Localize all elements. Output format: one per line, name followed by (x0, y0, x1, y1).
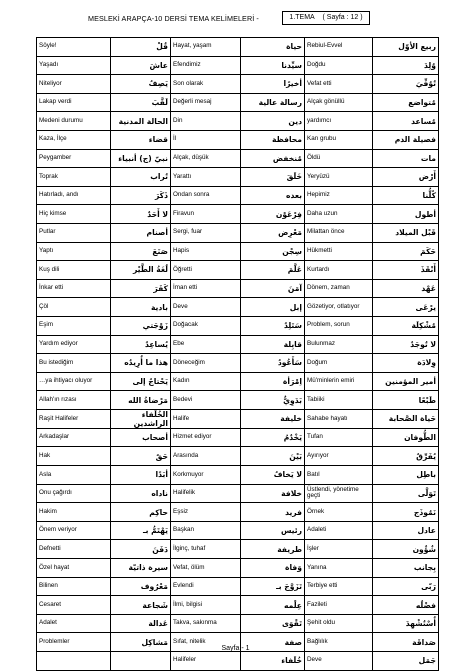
arabic-word-cell: طَبْعًا (373, 391, 439, 410)
turkish-meaning-cell: Ebe (171, 335, 241, 354)
arabic-word-cell: لَقَّبَ (111, 93, 171, 112)
turkish-meaning-cell: Medeni durumu (37, 112, 111, 131)
arabic-word-cell: نَمُوذَج (373, 503, 439, 522)
arabic-word-cell: سِجْن (241, 242, 305, 261)
arabic-word-cell: عَلَّمَ (241, 261, 305, 280)
turkish-meaning-cell: Adalet (37, 614, 111, 633)
turkish-meaning-cell: Lakap verdi (37, 93, 111, 112)
turkish-meaning-cell: Kurtardı (305, 261, 373, 280)
arabic-word-cell: سيِّدنا (241, 56, 305, 75)
arabic-word-cell: نبيّ (ج) أنبياء (111, 149, 171, 168)
arabic-word-cell: عَهْد (373, 279, 439, 298)
arabic-word-cell: حَياة الصَّحابة (373, 409, 439, 428)
arabic-word-cell: تَقْوَى (241, 614, 305, 633)
table-row (37, 409, 439, 428)
turkish-meaning-cell: Toprak (37, 168, 111, 187)
arabic-word-cell: فصيلة الدم (373, 130, 439, 149)
turkish-meaning-cell: Hatırladı, andı (37, 186, 111, 205)
turkish-meaning-cell: Kadın (171, 372, 241, 391)
turkish-meaning-cell: İman etti (171, 279, 241, 298)
arabic-word-cell: الطُّوفان (373, 428, 439, 447)
arabic-word-cell: تَوَلَّى (373, 484, 439, 503)
turkish-meaning-cell: Vefat, ölüm (171, 559, 241, 578)
arabic-word-cell: وُلِدَ (373, 56, 439, 75)
arabic-word-cell: رَبّى (373, 577, 439, 596)
arabic-word-cell: وِلادَة (373, 354, 439, 373)
arabic-word-cell: رئيس (241, 521, 305, 540)
turkish-meaning-cell: yardımcı (305, 112, 373, 131)
turkish-meaning-cell: Deve (171, 298, 241, 317)
arabic-word-cell: وَفاة (241, 559, 305, 578)
turkish-meaning-cell: Öldü (305, 149, 373, 168)
turkish-meaning-cell: Yardım ediyor (37, 335, 111, 354)
turkish-meaning-cell: Bu istediğim (37, 354, 111, 373)
arabic-word-cell: دَفَنَ (111, 540, 171, 559)
arabic-word-cell: يُساعِدُ (111, 335, 171, 354)
theme-label: 1.TEMA (289, 14, 315, 21)
table-row (37, 93, 439, 112)
turkish-meaning-cell: Cesaret (37, 596, 111, 615)
arabic-word-cell: خُلَفاء (241, 652, 305, 671)
turkish-meaning-cell: İl (171, 130, 241, 149)
arabic-word-cell: لُغَةُ الطَّيْر (111, 261, 171, 280)
arabic-word-cell: الخُلَفاء الراشدين (111, 409, 171, 428)
arabic-word-cell: يُفَرِّقُ (373, 447, 439, 466)
turkish-meaning-cell: Ondan sonra (171, 186, 241, 205)
turkish-meaning-cell: Arasında (171, 447, 241, 466)
arabic-word-cell: طريفة (241, 540, 305, 559)
turkish-meaning-cell: Başkan (171, 521, 241, 540)
turkish-meaning-cell: Öğretti (171, 261, 241, 280)
arabic-word-cell: قُلْ (111, 38, 171, 57)
arabic-word-cell: رسالة عالية (241, 93, 305, 112)
turkish-meaning-cell: Halife (171, 409, 241, 428)
arabic-word-cell: سيرة ذاتيّة (111, 559, 171, 578)
turkish-meaning-cell: Hepimiz (305, 186, 373, 205)
arabic-word-cell: شَجاعة (111, 596, 171, 615)
arabic-word-cell: مات (373, 149, 439, 168)
turkish-meaning-cell: Din (171, 112, 241, 131)
turkish-meaning-cell: Yaşadı (37, 56, 111, 75)
arabic-word-cell: ذَكَرَ (111, 186, 171, 205)
turkish-meaning-cell: Tabiiki (305, 391, 373, 410)
turkish-meaning-cell: Allah'ın rızası (37, 391, 111, 410)
turkish-meaning-cell: Raşit Halifeler (37, 409, 111, 428)
turkish-meaning-cell: Hiç kimse (37, 205, 111, 224)
arabic-word-cell: فِرْعَوْن (241, 205, 305, 224)
turkish-meaning-cell: Defnetti (37, 540, 111, 559)
turkish-meaning-cell: Hak (37, 447, 111, 466)
arabic-word-cell: خليفة (241, 409, 305, 428)
turkish-meaning-cell: Arkadaşlar (37, 428, 111, 447)
table-row (37, 298, 439, 317)
turkish-meaning-cell: Alçak gönüllü (305, 93, 373, 112)
turkish-meaning-cell: Doğdu (305, 56, 373, 75)
turkish-meaning-cell: Yeryüzü (305, 168, 373, 187)
theme-badge (282, 11, 370, 25)
turkish-meaning-cell: Eşim (37, 316, 111, 335)
arabic-word-cell: لا تُوجَدُ (373, 335, 439, 354)
turkish-meaning-cell: Hayat, yaşam (171, 38, 241, 57)
turkish-meaning-cell: Sergi, fuar (171, 223, 241, 242)
table-row (37, 559, 439, 578)
arabic-word-cell: باطِل (373, 466, 439, 485)
arabic-word-cell: ناداه (111, 484, 171, 503)
table-row (37, 484, 439, 503)
arabic-word-cell: دين (241, 112, 305, 131)
table-row (37, 372, 439, 391)
arabic-word-cell: قضاء (111, 130, 171, 149)
arabic-word-cell: بِجانب (373, 559, 439, 578)
turkish-meaning-cell: Ayırıyor (305, 447, 373, 466)
turkish-meaning-cell: Hükmetti (305, 242, 373, 261)
turkish-meaning-cell: Deve (305, 652, 373, 671)
table-row (37, 540, 439, 559)
turkish-meaning-cell: Putlar (37, 223, 111, 242)
arabic-word-cell: صَنَعَ (111, 242, 171, 261)
turkish-meaning-cell: Problem, sorun (305, 316, 373, 335)
table-row (37, 168, 439, 187)
turkish-meaning-cell: Alçak, düşük (171, 149, 241, 168)
arabic-word-cell: بعده (241, 186, 305, 205)
turkish-meaning-cell: Değerli mesaj (171, 93, 241, 112)
arabic-word-cell: آمَنَ (241, 279, 305, 298)
arabic-word-cell: كَفَرَ (111, 279, 171, 298)
table-row (37, 38, 439, 57)
arabic-word-cell: لا يَخافُ (241, 466, 305, 485)
arabic-word-cell: يَصِفُ (111, 75, 171, 94)
arabic-word-cell: مُشْكِلَة (373, 316, 439, 335)
table-row (37, 466, 439, 485)
arabic-word-cell: جَمَل (373, 652, 439, 671)
table-row (37, 112, 439, 131)
document-title: MESLEKİ ARAPÇA-10 DERSİ TEMA KELİMELERİ - (88, 14, 259, 23)
turkish-meaning-cell: İnkar etti (37, 279, 111, 298)
turkish-meaning-cell: Yaptı (37, 242, 111, 261)
table-row (37, 56, 439, 75)
turkish-meaning-cell: Takva, sakınma (171, 614, 241, 633)
arabic-word-cell: عادل (373, 521, 439, 540)
turkish-meaning-cell: Sıfat, nitelik (171, 633, 241, 652)
arabic-word-cell: محافظة (241, 130, 305, 149)
arabic-word-cell: أَرْض (373, 168, 439, 187)
table-row (37, 614, 439, 633)
turkish-meaning-cell: Halifeler (171, 652, 241, 671)
arabic-word-cell (111, 652, 171, 671)
table-row (37, 149, 439, 168)
turkish-meaning-cell: Vefat etti (305, 75, 373, 94)
table-row (37, 521, 439, 540)
arabic-word-cell: أمير المؤمنين (373, 372, 439, 391)
table-row (37, 261, 439, 280)
turkish-meaning-cell: Rebiul-Evvel (305, 38, 373, 57)
arabic-word-cell: يَخْدُمُ (241, 428, 305, 447)
table-row (37, 186, 439, 205)
arabic-word-cell: بَدَوِيٌّ (241, 391, 305, 410)
turkish-meaning-cell: Korkmuyor (171, 466, 241, 485)
table-row (37, 652, 439, 671)
table-row (37, 279, 439, 298)
arabic-word-cell: أبَدًا (111, 466, 171, 485)
turkish-meaning-cell: Doğum (305, 354, 373, 373)
arabic-word-cell: صفة (241, 633, 305, 652)
arabic-word-cell: مَعْرِض (241, 223, 305, 242)
arabic-word-cell: فضْلُه (373, 596, 439, 615)
arabic-word-cell: مُتواضع (373, 93, 439, 112)
turkish-meaning-cell: Önem veriyor (37, 521, 111, 540)
turkish-meaning-cell: Son olarak (171, 75, 241, 94)
turkish-meaning-cell: Yanına (305, 559, 373, 578)
turkish-meaning-cell: Şehit oldu (305, 614, 373, 633)
turkish-meaning-cell: Firavun (171, 205, 241, 224)
turkish-meaning-cell: Bulunmaz (305, 335, 373, 354)
arabic-word-cell: صَداقَة (373, 633, 439, 652)
page-footer: Sayfa - 1 (221, 645, 250, 652)
arabic-word-cell: أصحاب (111, 428, 171, 447)
turkish-meaning-cell: Kan grubu (305, 130, 373, 149)
turkish-meaning-cell: Hapis (171, 242, 241, 261)
arabic-word-cell: مَعْرُوف (111, 577, 171, 596)
arabic-word-cell: عِلْمه (241, 596, 305, 615)
arabic-word-cell: قابِلة (241, 335, 305, 354)
turkish-meaning-cell: Evlendi (171, 577, 241, 596)
table-row (37, 75, 439, 94)
turkish-meaning-cell: Adaleti (305, 521, 373, 540)
arabic-word-cell: أُسْتُشْهِدَ (373, 614, 439, 633)
arabic-word-cell: عاشَ (111, 56, 171, 75)
turkish-meaning-cell: Üstlendi, yönetime geçti (305, 484, 373, 503)
turkish-meaning-cell: Söyle! (37, 38, 111, 57)
arabic-word-cell: يَحْتاجُ إلى (111, 372, 171, 391)
arabic-word-cell: تُوُفِّيَ (373, 75, 439, 94)
arabic-word-cell: عَدالة (111, 614, 171, 633)
turkish-meaning-cell: İşler (305, 540, 373, 559)
table-row (37, 428, 439, 447)
arabic-word-cell: مُنخفض (241, 149, 305, 168)
arabic-word-cell: الحالة المدنية (111, 112, 171, 131)
turkish-meaning-cell: Niteliyor (37, 75, 111, 94)
arabic-word-cell: كُلُّنا (373, 186, 439, 205)
arabic-word-cell: بَيْنَ (241, 447, 305, 466)
turkish-meaning-cell: Bağlılık (305, 633, 373, 652)
arabic-word-cell: فريد (241, 503, 305, 522)
turkish-meaning-cell: Eşsiz (171, 503, 241, 522)
arabic-word-cell: خَلَقَ (241, 168, 305, 187)
turkish-meaning-cell: …ya ihtiyacı oluyor (37, 372, 111, 391)
vocabulary-table (36, 37, 439, 671)
arabic-word-cell: تَزَوَّجَ بـ (241, 577, 305, 596)
table-row (37, 503, 439, 522)
turkish-meaning-cell: Kuş dili (37, 261, 111, 280)
table-row (37, 596, 439, 615)
turkish-meaning-cell: Çöl (37, 298, 111, 317)
table-row (37, 354, 439, 373)
turkish-meaning-cell: Peygamber (37, 149, 111, 168)
arabic-word-cell: أخيرًا (241, 75, 305, 94)
arabic-word-cell: حَقٌ (111, 447, 171, 466)
arabic-word-cell: حياة (241, 38, 305, 57)
arabic-word-cell: مَشاكِل (111, 633, 171, 652)
turkish-meaning-cell: Tufan (305, 428, 373, 447)
arabic-word-cell: أصنام (111, 223, 171, 242)
arabic-word-cell: بادية (111, 298, 171, 317)
arabic-word-cell: أطول (373, 205, 439, 224)
turkish-meaning-cell: Terbiye etti (305, 577, 373, 596)
arabic-word-cell: زَوْجَتي (111, 316, 171, 335)
arabic-word-cell: يَهْتَمُّ بـ (111, 521, 171, 540)
turkish-meaning-cell: Batıl (305, 466, 373, 485)
turkish-meaning-cell: Milattan önce (305, 223, 373, 242)
turkish-meaning-cell: Asla (37, 466, 111, 485)
arabic-word-cell: مَرْضاةُ الله (111, 391, 171, 410)
turkish-meaning-cell: Döneceğim (171, 354, 241, 373)
table-row (37, 205, 439, 224)
turkish-meaning-cell: Problemler (37, 633, 111, 652)
arabic-word-cell: ربيع الأوّل (373, 38, 439, 57)
turkish-meaning-cell: Kaza, İlçe (37, 130, 111, 149)
arabic-word-cell: إبل (241, 298, 305, 317)
page-reference: ( Sayfa : 12 ) (322, 14, 363, 21)
arabic-word-cell: اِمْرَأة (241, 372, 305, 391)
turkish-meaning-cell: Bilinen (37, 577, 111, 596)
turkish-meaning-cell: Efendimiz (171, 56, 241, 75)
arabic-word-cell: مُساعد (373, 112, 439, 131)
arabic-word-cell: سَتَلِدُ (241, 316, 305, 335)
table-row (37, 223, 439, 242)
turkish-meaning-cell: Daha uzun (305, 205, 373, 224)
arabic-word-cell: يرْعَى (373, 298, 439, 317)
table-row (37, 391, 439, 410)
arabic-word-cell: حَكَمَ (373, 242, 439, 261)
arabic-word-cell: تُراب (111, 168, 171, 187)
table-row (37, 335, 439, 354)
turkish-meaning-cell: Dönem, zaman (305, 279, 373, 298)
turkish-meaning-cell: Doğacak (171, 316, 241, 335)
table-row (37, 130, 439, 149)
arabic-word-cell: خلافة (241, 484, 305, 503)
table-row (37, 242, 439, 261)
arabic-word-cell: هذا ما أُرِيدُه (111, 354, 171, 373)
page-header (0, 10, 471, 28)
arabic-word-cell: شُؤُون (373, 540, 439, 559)
arabic-word-cell: سَأَعُودُ (241, 354, 305, 373)
table-row (37, 577, 439, 596)
turkish-meaning-cell: Hizmet ediyor (171, 428, 241, 447)
turkish-meaning-cell: Örnek (305, 503, 373, 522)
turkish-meaning-cell: İlmi, bilgisi (171, 596, 241, 615)
arabic-word-cell: حاكِم (111, 503, 171, 522)
turkish-meaning-cell: Onu çağırdı (37, 484, 111, 503)
turkish-meaning-cell: Fazileti (305, 596, 373, 615)
arabic-word-cell: أَنْقَذَ (373, 261, 439, 280)
turkish-meaning-cell: Bedevi (171, 391, 241, 410)
turkish-meaning-cell: Yarattı (171, 168, 241, 187)
turkish-meaning-cell: Hakim (37, 503, 111, 522)
turkish-meaning-cell: Sahabe hayatı (305, 409, 373, 428)
arabic-word-cell: قَبْل الميلاد (373, 223, 439, 242)
turkish-meaning-cell: Halifelik (171, 484, 241, 503)
turkish-meaning-cell (37, 652, 111, 671)
turkish-meaning-cell: İlginç, tuhaf (171, 540, 241, 559)
turkish-meaning-cell: Gözetiyor, otlatıyor (305, 298, 373, 317)
table-row (37, 447, 439, 466)
table-row (37, 316, 439, 335)
turkish-meaning-cell: Mü'minlerin emiri (305, 372, 373, 391)
arabic-word-cell: لا أَحَدٌ (111, 205, 171, 224)
turkish-meaning-cell: Özel hayat (37, 559, 111, 578)
